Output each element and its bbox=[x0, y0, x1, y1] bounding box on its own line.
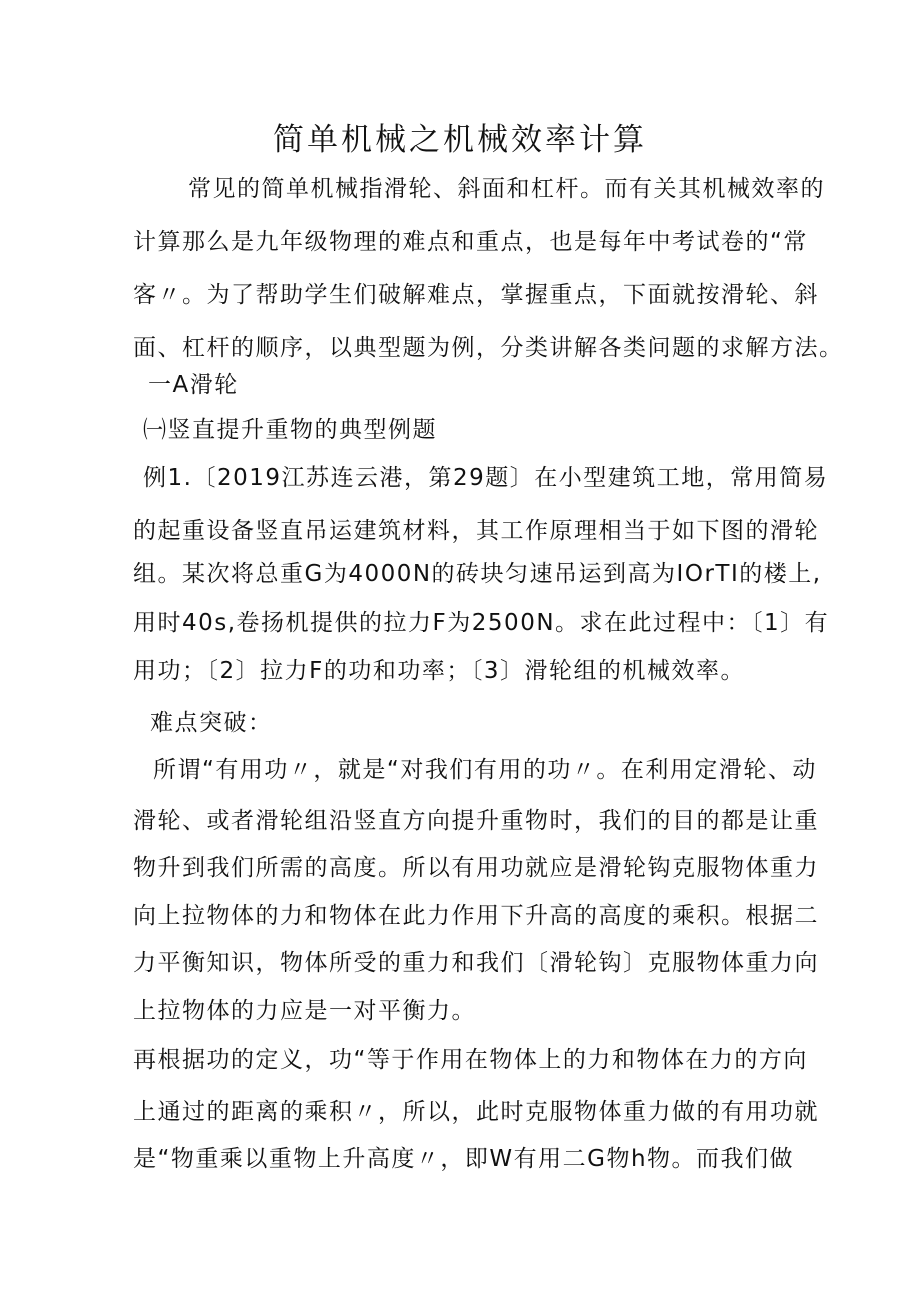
subsection-heading: ㈠竖直提升重物的典型例题 bbox=[143, 417, 437, 443]
paragraph-line: 客〃。为了帮助学生们破解难点，掌握重点，下面就按滑轮、斜 bbox=[133, 282, 819, 308]
paragraph-line: 组。某次将总重G为4000N的砖块匀速吊运到高为IOrTI的楼上, bbox=[133, 561, 822, 587]
document-title: 简单机械之机械效率计算 bbox=[273, 122, 647, 158]
paragraph-line: 所谓“有用功〃，就是“对我们有用的功〃。在利用定滑轮、动 bbox=[153, 757, 817, 783]
paragraph-line: 计算那么是九年级物理的难点和重点，也是每年中考试卷的“常 bbox=[133, 229, 808, 255]
paragraph-line: 力平衡知识，物体所受的重力和我们〔滑轮钩〕克服物体重力向 bbox=[133, 950, 819, 976]
paragraph-line: 是“物重乘以重物上升高度〃，即W有用二G物h物。而我们做 bbox=[133, 1146, 795, 1172]
section-heading: 一A滑轮 bbox=[148, 372, 239, 398]
paragraph-line: 物升到我们所需的高度。所以有用功就应是滑轮钩克服物体重力 bbox=[133, 855, 819, 881]
paragraph-line: 用功；〔2〕拉力F的功和功率；〔3〕滑轮组的机械效率。 bbox=[133, 658, 745, 684]
paragraph-line: 上通过的距离的乘积〃，所以，此时克服物体重力做的有用功就 bbox=[133, 1099, 819, 1125]
paragraph-line: 例1.〔2019江苏连云港，第29题〕在小型建筑工地，常用简易 bbox=[143, 465, 829, 491]
paragraph-heading: 难点突破： bbox=[150, 710, 273, 736]
paragraph-line: 向上拉物体的力和物体在此力作用下升高的高度的乘积。根据二 bbox=[133, 903, 819, 929]
paragraph-line: 面、杠杆的顺序，以典型题为例，分类讲解各类问题的求解方法。 bbox=[133, 335, 844, 361]
paragraph-line: 滑轮、或者滑轮组沿竖直方向提升重物时，我们的目的都是让重 bbox=[133, 808, 819, 834]
paragraph-line: 常见的简单机械指滑轮、斜面和杠杆。而有关其机械效率的 bbox=[188, 176, 825, 202]
paragraph-line: 用时40s,卷扬机提供的拉力F为2500N。求在此过程中：〔1〕有 bbox=[133, 610, 830, 636]
paragraph-line: 上拉物体的力应是一对平衡力。 bbox=[133, 998, 476, 1024]
paragraph-line: 再根据功的定义，功“等于作用在物体上的力和物体在力的方向 bbox=[133, 1047, 808, 1073]
paragraph-line: 的起重设备竖直吊运建筑材料，其工作原理相当于如下图的滑轮 bbox=[133, 518, 819, 544]
